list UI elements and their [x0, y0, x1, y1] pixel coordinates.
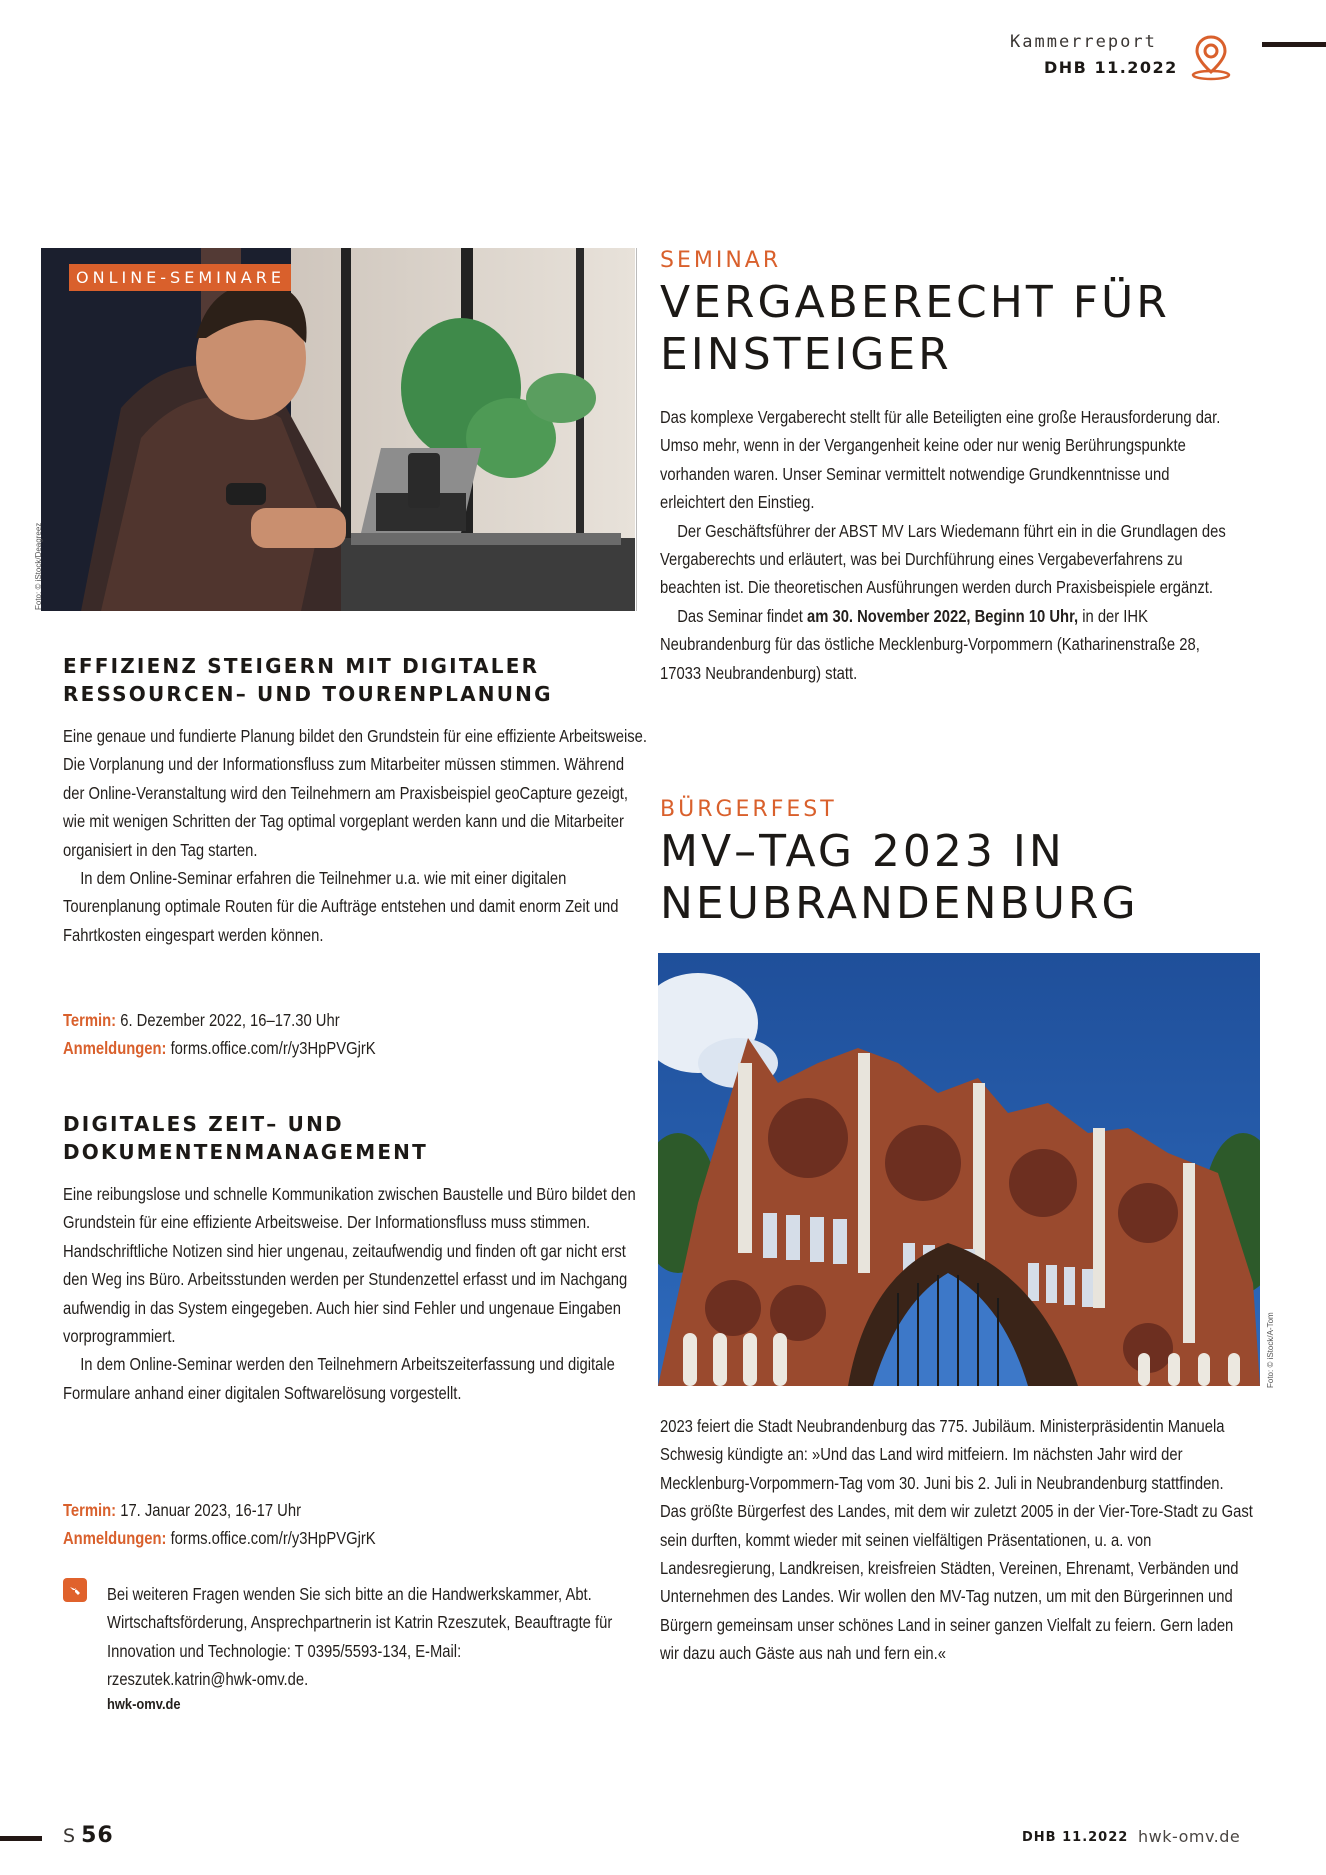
photo-credit-left: Foto: © iStock/Deagreez [34, 522, 43, 610]
article-2-body: Eine reibungslose und schnelle Kommunikation zwischen Baustelle und Büro bildet den Grundstein für eine effiziente Arbeitsweise. Der Informationsfluss muss stimmen. Handschriftliche Notizen sind hier ungenau, zeitaufwendig und finden oft gar nicht erst den Weg ins Büro. Arbeitsstunden werden per Stundenzettel erfasst und im Nachgang aufwendig in das System eingegeben. Auch hier sind Fehler und ungenaue Eingaben vorprogrammiert. In dem Online-Seminar werden den Teilnehmern Arbeitszeiterfassung und digitale Formulare anhand einer digitalen Softwarelösung vorgestellt. [63, 1184, 636, 1403]
article-4 [660, 797, 1260, 930]
article-1 [63, 652, 647, 949]
article-3 [660, 248, 1260, 687]
neubrandenburg-gate-photo [658, 953, 1260, 1386]
contact-box [107, 1580, 613, 1713]
registration-link[interactable]: forms.office.com/r/y3HpPVGjrK [170, 1528, 376, 1548]
column-divider [636, 248, 637, 611]
article-2 [63, 1110, 636, 1407]
header-issue: DHB 11.2022 [1044, 58, 1178, 77]
article-4-title: MV–TAG 2023 IN NEUBRANDENBURG [660, 826, 1139, 929]
article-1-anmeldung: Anmeldungen: forms.office.com/r/y3HpPVGjrK [63, 1038, 376, 1058]
seminar-photo [41, 248, 635, 611]
article-1-body: Eine genaue und fundierte Planung bildet den Grundstein für eine effiziente Arbeitsweise. Die Vorplanung und der Informationsfluss zum Mitarbeiter müssen stimmen. Während der Online-Veranstaltung wird den Teilnehmern am Praxisbeispiel geoCapture gezeigt, wie mit wenigen Schritten der Tag optimal vorgeplant werden kann und die Mitarbeiter organisiert in den Tag starten. In dem Online-Seminar erfahren die Teilnehmer u.a. wie mit einer digitalen Tourenplanung optimale Routen für die Aufträge entstehen und damit enorm Zeit und Fahrtkosten eingespart werden können. [63, 726, 647, 945]
contact-text: Bei weiteren Fragen wenden Sie sich bitte an die Handwerkskammer, Abt. Wirtschaftsförderung, Ansprechpartnerin ist Katrin Rzeszutek, Beauftragte für Innovation und Technologie: T 0395/5593-134, E-Mail: rzeszutek.katrin@hwk-omv.de. [107, 1584, 613, 1690]
article-4-kicker: BÜRGERFEST [660, 797, 837, 822]
article-2-anmeldung: Anmeldungen: forms.office.com/r/y3HpPVGjrK [63, 1528, 376, 1548]
section-tag: ONLINE-SEMINARE [69, 264, 291, 291]
location-pin-icon [1190, 34, 1232, 82]
header-rule [1262, 42, 1326, 47]
page-number: S 56 [63, 1823, 114, 1848]
article-3-kicker: SEMINAR [660, 248, 782, 273]
header-section-label: Kammerreport [1010, 32, 1157, 52]
footer-rule [0, 1836, 42, 1841]
arrow-pointer-icon [63, 1578, 87, 1602]
article-1-title: EFFIZIENZ STEIGERN MIT DIGITALER RESSOURCEN– UND TOURENPLANUNG [63, 654, 553, 706]
article-1-termin: Termin: 6. Dezember 2022, 16–17.30 Uhr [63, 1010, 340, 1030]
article-2-termin: Termin: 17. Januar 2023, 16-17 Uhr [63, 1500, 302, 1520]
footer-issue: DHB 11.2022 [1022, 1830, 1129, 1845]
registration-link[interactable]: forms.office.com/r/y3HpPVGjrK [170, 1038, 376, 1058]
footer-website-link[interactable]: hwk-omv.de [1138, 1827, 1241, 1846]
article-3-body: Das komplexe Vergaberecht stellt für alle Beteiligten eine große Herausforderung dar. Umso mehr, wenn in der Vergangenheit keine oder nur wenig Berührungspunkte vorhanden waren. Unser Seminar vermittelt notwendige Grundkenntnisse und erleichtert den Einstieg. Der Geschäftsführer der ABST MV Lars Wiedemann führt ein in die Grundlagen des Vergaberechts und erläutert, was bei Durchführung eines Vergabeverfahrens zu beachten ist. Die theoretischen Ausführungen werden durch Praxisbeispiele ergänzt. Das Seminar findet am 30. November 2022, Beginn 10 Uhr, in der IHK Neubrandenburg für das östliche Mecklenburg-Vorpommern (Katharinenstraße 28, 17033 Neubrandenburg) statt. [660, 407, 1226, 683]
contact-website-link[interactable]: hwk-omv.de [107, 1695, 181, 1713]
article-2-title: DIGITALES ZEIT– UND DOKUMENTENMANAGEMENT [63, 1112, 428, 1164]
photo-credit-right: Foto: © iStock/A-Tom [1266, 1312, 1275, 1388]
article-3-title: VERGABERECHT FÜR EINSTEIGER [660, 277, 1170, 380]
article-4-body: 2023 feiert die Stadt Neubrandenburg das 775. Jubiläum. Ministerpräsidentin Manuela Schwesig kündigte an: »Und das Land wird mitfeiern. Im nächsten Jahr wird der Mecklenburg-Vorpommern-Tag vom 30. Juni bis 2. Juli in Neubrandenburg stattfinden. Das größte Bürgerfest des Landes, mit dem wir zuletzt 2005 in der Vier-Tore-Stadt zu Gast sein durften, kommt wieder mit seinen vielfältigen Präsentationen, u. a. von Landesregierung, Landkreisen, kreisfreien Städten, Vereinen, Ehrenamt, Verbänden und Unternehmen des Landes. Wir wollen den MV-Tag nutzen, um mit den Bürgerinnen und Bürgern gemeinsam unser schönes Land in seiner ganzen Vielfalt zu feiern. Gern laden wir dazu auch Gäste aus nah und fern ein.« [660, 1416, 1253, 1664]
